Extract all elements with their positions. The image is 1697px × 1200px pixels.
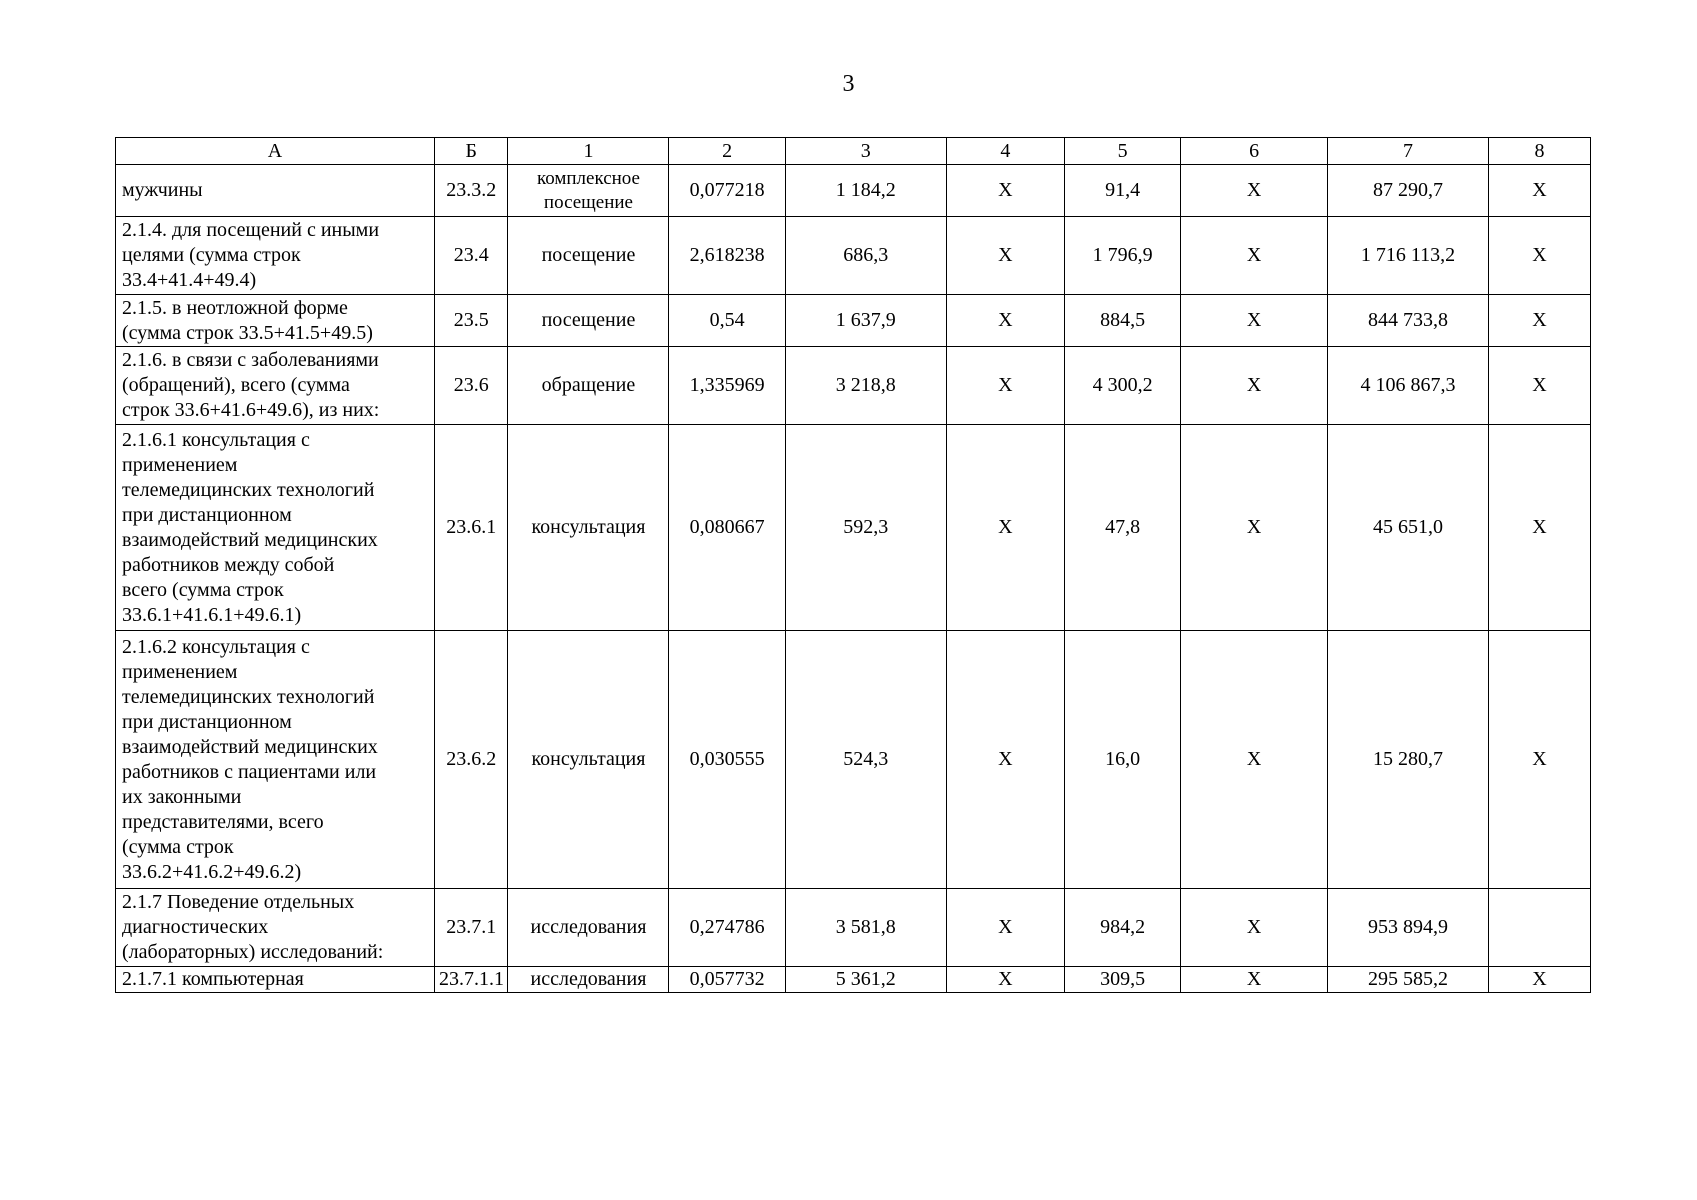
cell-col-8: X: [1489, 295, 1591, 347]
row-code: 23.5: [435, 295, 508, 347]
row-code: 23.4: [435, 217, 508, 295]
cell-col-4: X: [946, 967, 1064, 993]
row-unit: консультация: [508, 425, 669, 631]
cell-col-2: 1,335969: [669, 347, 785, 425]
cell-col-3: 3 581,8: [785, 889, 946, 967]
cell-col-3: 1 637,9: [785, 295, 946, 347]
cell-col-8: X: [1489, 967, 1591, 993]
cell-col-3: 686,3: [785, 217, 946, 295]
table-row: [116, 425, 1591, 631]
row-label: 2.1.4. для посещений с иными целями (сумма строк 33.4+41.4+49.4): [116, 217, 435, 295]
header-cell-a: А: [116, 138, 435, 165]
cell-col-5: 4 300,2: [1064, 347, 1180, 425]
cell-col-2: 0,057732: [669, 967, 785, 993]
page-number: 3: [842, 71, 855, 97]
cell-col-3: 3 218,8: [785, 347, 946, 425]
cell-col-6: X: [1181, 295, 1328, 347]
cell-col-4: X: [946, 889, 1064, 967]
cell-col-4: X: [946, 295, 1064, 347]
cell-col-3: 524,3: [785, 631, 946, 889]
cell-col-2: 0,030555: [669, 631, 785, 889]
row-label: 2.1.6. в связи с заболеваниями (обращений), всего (сумма строк 33.6+41.6+49.6), из них:: [116, 347, 435, 425]
table-header-row: [116, 138, 1591, 165]
cell-col-7: 295 585,2: [1327, 967, 1488, 993]
cell-col-6: X: [1181, 165, 1328, 217]
table-row: [116, 631, 1591, 889]
cell-col-7: 15 280,7: [1327, 631, 1488, 889]
cell-col-8: X: [1489, 217, 1591, 295]
row-label: 2.1.7 Поведение отдельных диагностических (лабораторных) исследований:: [116, 889, 435, 967]
cell-col-7: 45 651,0: [1327, 425, 1488, 631]
row-unit: обращение: [508, 347, 669, 425]
cell-col-8: X: [1489, 631, 1591, 889]
cell-col-3: 1 184,2: [785, 165, 946, 217]
row-code: 23.6.1: [435, 425, 508, 631]
cell-col-2: 0,080667: [669, 425, 785, 631]
cell-col-5: 1 796,9: [1064, 217, 1180, 295]
cell-col-5: 16,0: [1064, 631, 1180, 889]
row-code: 23.3.2: [435, 165, 508, 217]
cell-col-4: X: [946, 631, 1064, 889]
cell-col-6: X: [1181, 347, 1328, 425]
cell-col-7: 844 733,8: [1327, 295, 1488, 347]
row-unit: исследования: [508, 967, 669, 993]
row-unit: исследования: [508, 889, 669, 967]
table-row: [116, 347, 1591, 425]
row-unit: консультация: [508, 631, 669, 889]
cell-col-8: X: [1489, 425, 1591, 631]
cell-col-5: 309,5: [1064, 967, 1180, 993]
row-unit: комплексное посещение: [508, 165, 669, 217]
row-label: 2.1.7.1 компьютерная: [116, 967, 435, 993]
cell-col-4: X: [946, 165, 1064, 217]
cell-col-5: 984,2: [1064, 889, 1180, 967]
header-cell-8: 8: [1489, 138, 1591, 165]
table-row: [116, 967, 1591, 993]
cell-col-4: X: [946, 347, 1064, 425]
row-label: 2.1.5. в неотложной форме (сумма строк 33.5+41.5+49.5): [116, 295, 435, 347]
cell-col-6: X: [1181, 889, 1328, 967]
row-unit: посещение: [508, 295, 669, 347]
header-cell-6: 6: [1181, 138, 1328, 165]
cell-col-4: X: [946, 425, 1064, 631]
header-cell-7: 7: [1327, 138, 1488, 165]
cell-col-2: 2,618238: [669, 217, 785, 295]
cell-col-4: X: [946, 217, 1064, 295]
table-row: [116, 295, 1591, 347]
cell-col-2: 0,077218: [669, 165, 785, 217]
row-code: 23.6: [435, 347, 508, 425]
cell-col-8: X: [1489, 165, 1591, 217]
cell-col-7: 4 106 867,3: [1327, 347, 1488, 425]
table-row: [116, 217, 1591, 295]
cell-col-7: 87 290,7: [1327, 165, 1488, 217]
cell-col-8: X: [1489, 347, 1591, 425]
table-row: [116, 889, 1591, 967]
cell-col-5: 91,4: [1064, 165, 1180, 217]
cell-col-2: 0,274786: [669, 889, 785, 967]
row-code: 23.7.1.1: [435, 967, 508, 993]
header-cell-4: 4: [946, 138, 1064, 165]
data-table: [115, 137, 1591, 993]
header-cell-3: 3: [785, 138, 946, 165]
cell-col-6: X: [1181, 425, 1328, 631]
header-cell-b: Б: [435, 138, 508, 165]
header-cell-2: 2: [669, 138, 785, 165]
row-label: 2.1.6.1 консультация с применением телемедицинских технологий при дистанционном взаимодействий медицинских работников между собой всего (сумма строк 33.6.1+41.6.1+49.6.1): [116, 425, 435, 631]
header-cell-1: 1: [508, 138, 669, 165]
cell-col-6: X: [1181, 631, 1328, 889]
cell-col-7: 953 894,9: [1327, 889, 1488, 967]
cell-col-2: 0,54: [669, 295, 785, 347]
cell-col-7: 1 716 113,2: [1327, 217, 1488, 295]
row-label: мужчины: [116, 165, 435, 217]
cell-col-3: 592,3: [785, 425, 946, 631]
cell-col-6: X: [1181, 967, 1328, 993]
cell-col-3: 5 361,2: [785, 967, 946, 993]
row-code: 23.6.2: [435, 631, 508, 889]
table-row: [116, 165, 1591, 217]
cell-col-5: 884,5: [1064, 295, 1180, 347]
row-unit: посещение: [508, 217, 669, 295]
row-code: 23.7.1: [435, 889, 508, 967]
cell-col-5: 47,8: [1064, 425, 1180, 631]
cell-col-8: [1489, 889, 1591, 967]
header-cell-5: 5: [1064, 138, 1180, 165]
row-label: 2.1.6.2 консультация с применением телемедицинских технологий при дистанционном взаимодействий медицинских работников с пациентами или их законными представителями, всего (сумма строк 33.6.2+41.6.2+49.6.2): [116, 631, 435, 889]
cell-col-6: X: [1181, 217, 1328, 295]
